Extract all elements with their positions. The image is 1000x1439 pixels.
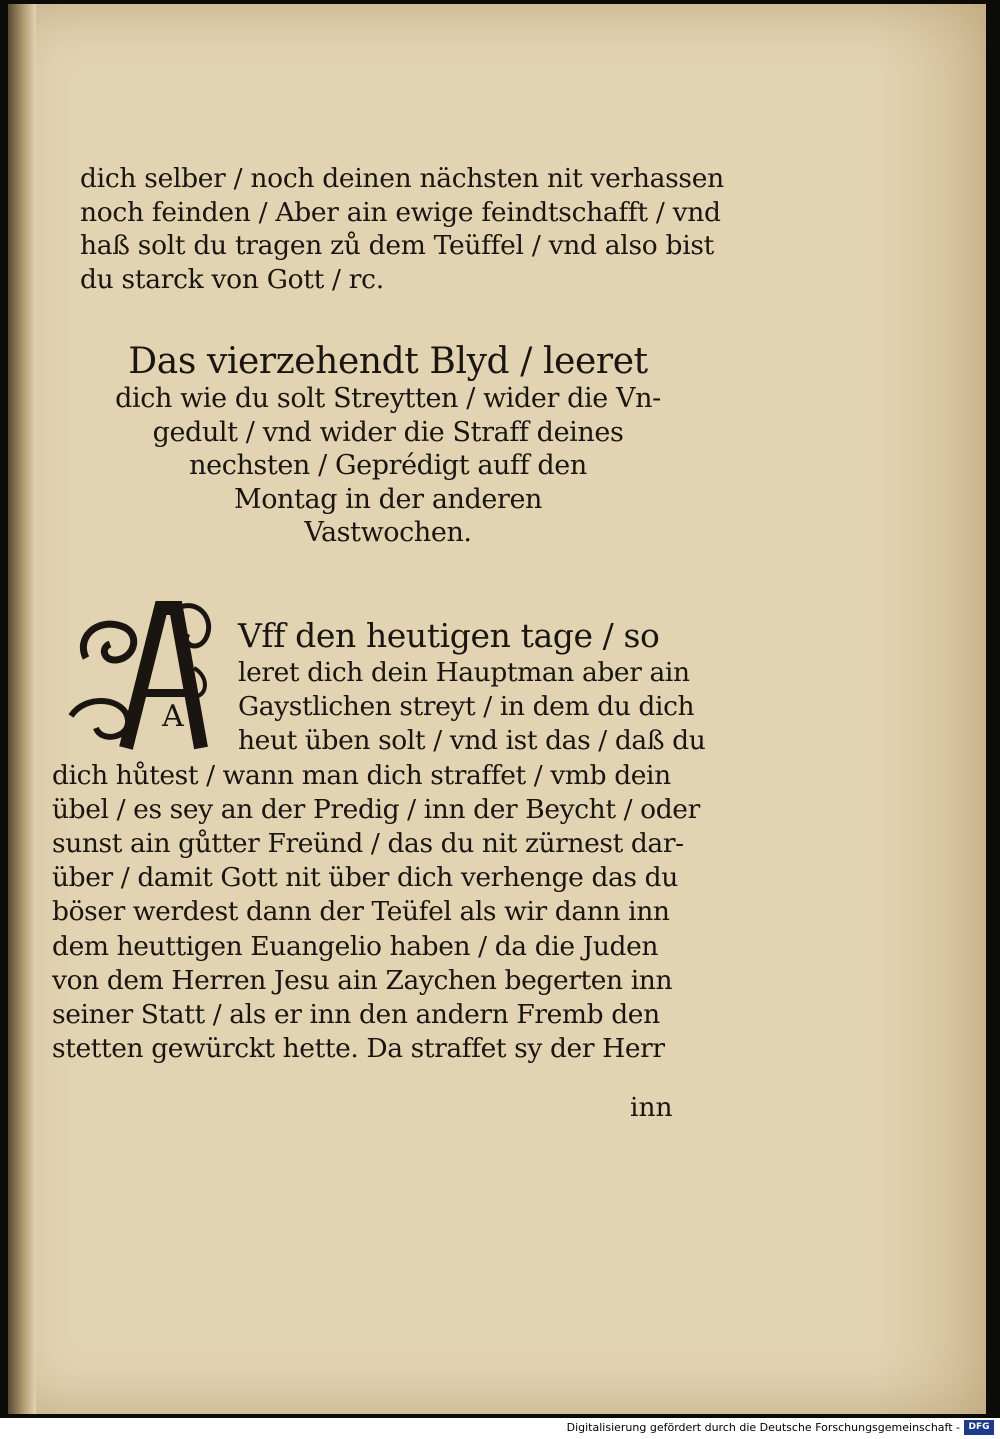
heading-line: dich wie du solt Streytten / wider die Vn- — [115, 383, 661, 414]
catchword: inn — [630, 1092, 673, 1123]
sermon-line: dem heuttigen Euangelio haben / da die Juden — [52, 930, 659, 962]
sermon-line: übel / es sey an der Predig / inn der Beycht / oder — [52, 793, 700, 825]
sermon-line: heut üben solt / vnd ist das / daß du — [238, 725, 706, 757]
sermon-line: von dem Herren Jesu ain Zaychen begerten inn — [52, 964, 673, 996]
sermon-line: über / damit Gott nit über dich verhenge das du — [52, 862, 678, 894]
sermon-line: Vff den heutigen tage / so — [238, 616, 660, 655]
dfg-logo-icon: DFG — [964, 1420, 994, 1435]
footer-bar — [0, 1418, 1000, 1439]
chapter-heading — [48, 342, 728, 550]
sermon-line: stetten gewürckt hette. Da straffet sy der Herr — [52, 1033, 665, 1065]
heading-line: Das vierzehendt Blyd / leeret — [128, 341, 648, 382]
funding-credit: Digitalisierung gefördert durch die Deutsche Forschungsgemeinschaft - — [566, 1421, 960, 1434]
page-gutter-shadow — [8, 4, 36, 1414]
text-line: noch feinden / Aber ain ewige feindtschafft / vnd — [80, 196, 721, 228]
sermon-line: sunst ain gůtter Freünd / das du nit zürnest dar- — [52, 828, 684, 860]
text-line: du starck von Gott / rc. — [80, 263, 384, 295]
book-page — [8, 4, 986, 1414]
text-line: dich selber / noch deinen nächsten nit verhassen — [80, 163, 724, 194]
sermon-line: seiner Statt / als er inn den andern Fremb den — [52, 999, 660, 1031]
sermon-text-block — [52, 616, 705, 1066]
continued-text-block — [80, 162, 724, 296]
heading-line: Montag in der anderen — [233, 483, 543, 515]
heading-line: gedult / vnd wider die Straff deines — [152, 416, 624, 448]
sermon-line: böser werdest dann der Teüfel als wir dann inn — [52, 896, 670, 928]
initial-letter-glyph: A — [162, 699, 184, 734]
heading-line: Vastwochen. — [304, 517, 472, 548]
sermon-line: leret dich dein Hauptman aber ain — [238, 657, 690, 688]
sermon-line: dich hůtest / wann man dich straffet / vmb dein — [52, 759, 671, 791]
sermon-line: Gaystlichen streyt / in dem du dich — [238, 691, 695, 723]
page-edge-stain — [876, 4, 986, 1414]
text-line: haß solt du tragen zů dem Teüffel / vnd also bist — [80, 230, 715, 261]
heading-line: nechsten / Geprédigt auff den — [189, 450, 587, 481]
